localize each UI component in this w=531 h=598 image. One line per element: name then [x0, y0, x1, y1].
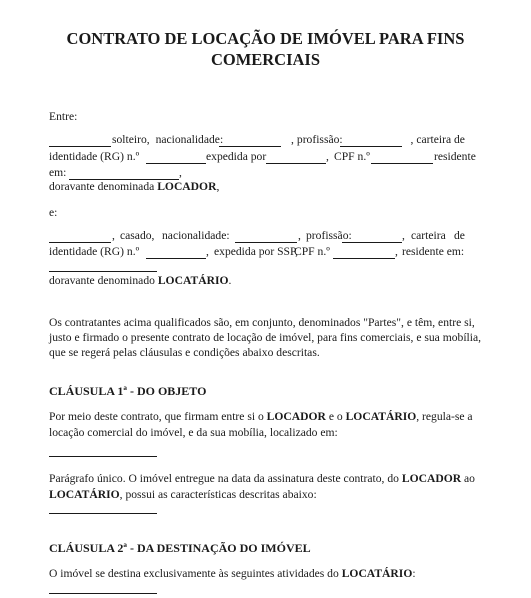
blank-line — [333, 258, 395, 259]
locador-line-1: solteiro, nacionalidade: , profissão: , carteira de — [112, 133, 465, 146]
locador-denominacao: doravante denominada LOCADOR, — [49, 180, 220, 193]
blank-line — [49, 146, 111, 147]
intro-line-1: Os contratantes acima qualificados são, em conjunto, denominados "Partes", e têm, entre si, — [49, 316, 475, 329]
blank-line — [235, 242, 297, 243]
document-title — [0, 28, 531, 70]
blank-line — [342, 242, 402, 243]
blank-line — [49, 456, 157, 457]
blank-line — [49, 271, 157, 272]
locatario-denominacao: doravante denominado LOCATÁRIO. — [49, 274, 232, 287]
blank-line — [49, 593, 157, 594]
e-label: e: — [49, 206, 58, 219]
blank-line — [266, 163, 326, 164]
intro-line-3: que se regerá pelas cláusulas e condições abaixo descritas. — [49, 346, 320, 359]
locador-em-label: em: — [49, 166, 67, 179]
clausula-2-heading: CLÁUSULA 2ª - DA DESTINAÇÃO DO IMÓVEL — [49, 541, 311, 555]
blank-line — [49, 242, 111, 243]
document-page: CONTRATO DE LOCAÇÃO DE IMÓVEL PARA FINS COMERCIAIS Entre: solteiro, nacionalidade: , profissão: , carteira de identidade (RG) n.º expedida por , CPF n.º residente em: , doravante denominada LOCADOR, e: , casado, nacionalidade: , profissão: , carteira de identidade (RG) n.º , expedida por SSP, CPF n.º , residente em: doravante denominado LOCATÁRIO. Os contratantes acima qualificados são, em conjunto, denominados "Partes", e têm, entre si, justo e firmado o presente contrato de locação de imóvel, para fins comerciais, e sua mobília, que se regerá pelas cláusulas e condições abaixo descritas. CLÁUSULA 1ª - DO OBJETO Por meio deste contrato, que firmam entre si o LOCADOR e o LOCATÁRIO, regula-se a locação comercial do imóvel, e da sua mobília, localizado em: Parágrafo único. O imóvel entregue na data da assinatura deste contrato, do LOCADOR ao LOCATÁRIO, possui as características descritas abaixo: CLÁUSULA 2ª - DA DESTINAÇÃO DO IMÓVEL O imóvel se destina exclusivamente às seguintes atividades do LOCATÁRIO: — [0, 0, 531, 598]
clausula-1-paragraph-line-1: Por meio deste contrato, que firmam entre si o LOCADOR e o LOCATÁRIO, regula-se a — [49, 410, 473, 423]
intro-line-2: justo e firmado o presente contrato de locação de imóvel, para fins comerciais, e sua mobília, — [49, 331, 482, 344]
locador-rg-label: identidade (RG) n.º — [49, 150, 140, 163]
clausula-1-paragraph-line-2: locação comercial do imóvel, e da sua mobília, localizado em: — [49, 426, 338, 439]
paragrafo-unico-line-2: LOCATÁRIO, possui as características descritas abaixo: — [49, 488, 317, 501]
blank-line — [371, 163, 433, 164]
blank-line — [49, 513, 157, 514]
blank-line — [146, 163, 206, 164]
paragrafo-unico-line-1: Parágrafo único. O imóvel entregue na data da assinatura deste contrato, do LOCADOR ao — [49, 472, 475, 485]
blank-line — [219, 146, 281, 147]
locador-residente-label: residente — [434, 150, 476, 163]
locador-expedida-label: expedida por — [206, 150, 267, 163]
blank-line — [146, 258, 206, 259]
entre-label: Entre: — [49, 110, 78, 123]
title-line-1: CONTRATO DE LOCAÇÃO DE IMÓVEL PARA FINS — [66, 29, 465, 48]
locador-cpf-label: CPF n.º — [334, 150, 370, 163]
blank-line — [340, 146, 402, 147]
title-line-2: COMERCIAIS — [210, 50, 321, 69]
clausula-2-paragraph: O imóvel se destina exclusivamente às seguintes atividades do LOCATÁRIO: — [49, 567, 416, 580]
clausula-1-heading: CLÁUSULA 1ª - DO OBJETO — [49, 384, 207, 398]
